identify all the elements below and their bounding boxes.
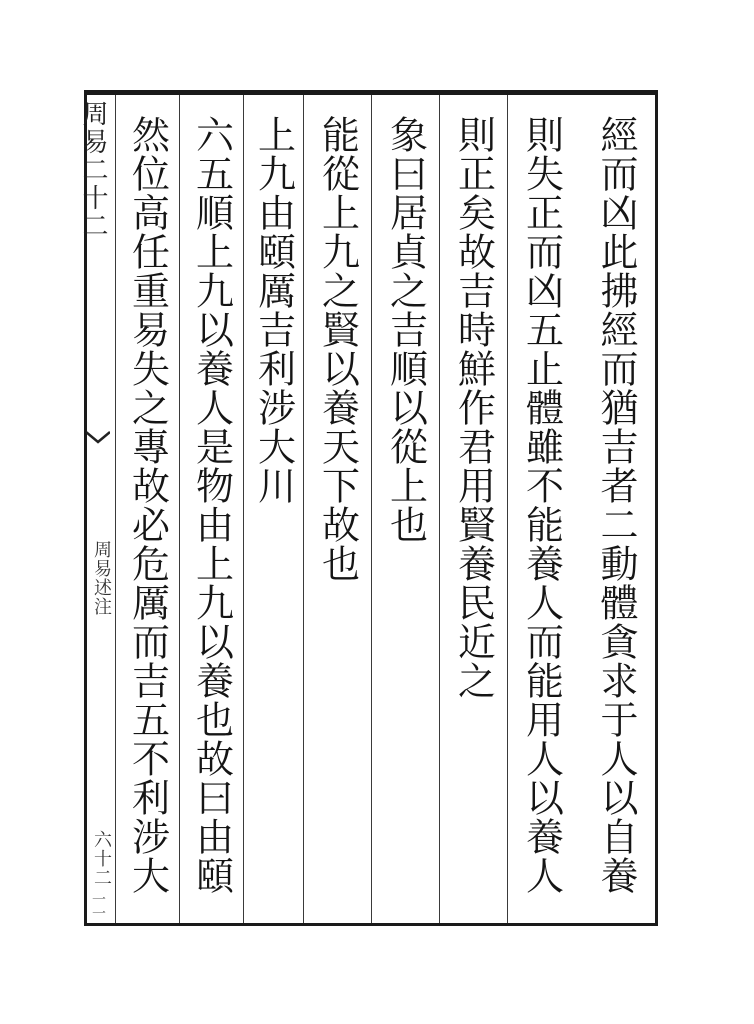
fish-tail-icon [86,430,110,444]
folio-number: 六十二 [91,830,112,887]
column-text-8: 然位高任重易失之專故必危厲而吉五不利涉大 [125,115,170,895]
running-title: 周易二十二 [78,100,108,240]
column-text-4: 象曰居貞之吉順以從上也 [383,115,428,544]
text-column-6 [243,95,303,923]
text-column-3 [439,95,507,923]
column-text-5: 能從上九之賢以養天下故也 [315,115,360,583]
text-column-5 [303,95,371,923]
text-column-7 [179,95,243,923]
book-title: 周易述注 [91,540,112,616]
column-text-2: 則失正而凶五止體雖不能養人而能用人以養人 [519,115,564,895]
column-text-6: 上九由頤厲吉利涉大川 [251,115,296,505]
text-column-1 [575,95,657,923]
column-text-1: 經而凶此拂經而猶吉者二動體貪求于人以自養 [594,115,638,895]
text-column-8 [115,95,179,923]
column-text-7: 六五順上九以養人是物由上九以養也故曰由頤 [189,115,234,895]
column-text-3: 則正矣故吉時鮮作君用賢養民近之 [451,115,496,700]
text-column-2 [507,95,575,923]
bottom-mark: 一一 [90,892,106,920]
text-column-4 [371,95,439,923]
block-center-margin [78,90,112,926]
page-frame [78,90,658,926]
